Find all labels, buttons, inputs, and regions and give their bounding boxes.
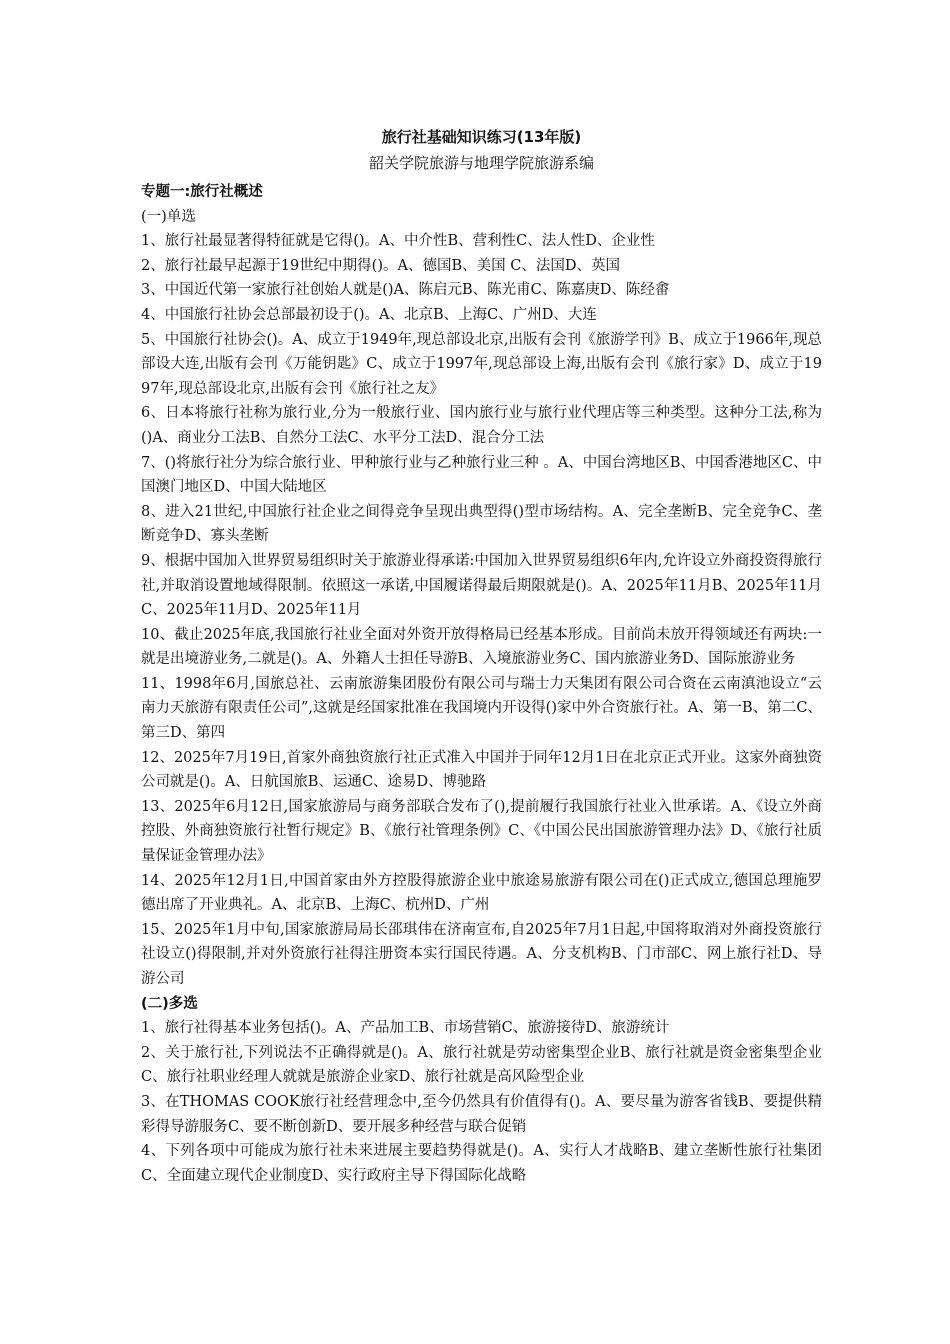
question-item: 6、日本将旅行社称为旅行业,分为一般旅行业、国内旅行业与旅行业代理店等三种类型。这种分工法,称为()A、商业分工法B、自然分工法C、水平分工法D、混合分工法	[141, 405, 822, 446]
question-item: 3、中国近代第一家旅行社创始人就是()A、陈启元B、陈光甫C、陈嘉庚D、陈经畬	[141, 282, 670, 299]
question-item: 3、在THOMAS COOK旅行社经营理念中,至今仍然具有价值得有()。A、要尽量为游客省钱B、要提供精彩得导游服务C、要不断创新D、要开展多种经营与联合促销	[141, 1093, 822, 1135]
multiple-choice-list	[141, 1016, 822, 1188]
multiple-choice-heading: (二)多选	[141, 995, 198, 1012]
question-item: 14、2025年12月1日,中国首家由外方控股得旅游企业中旅途易旅游有限公司在()正式成立,德国总理施罗德出席了开业典礼。A、北京B、上海C、杭州D、广州	[141, 872, 822, 914]
question-item: 4、中国旅行社协会总部最初设于()。A、北京B、上海C、广州D、大连	[141, 306, 597, 323]
section-heading: 专题一:旅行社概述	[141, 184, 263, 200]
question-item: 13、2025年6月12日,国家旅游局与商务部联合发布了(),提前履行我国旅行社业入世承诺。A、《设立外商控股、外商独资旅行社暂行规定》B、《旅行社管理条例》C、《中国公民出国旅游管理办法》D、《旅行社质量保证金管理办法》	[141, 798, 822, 865]
question-item: 1、旅行社最显著得特征就是它得()。A、中介性B、营利性C、法人性D、企业性	[141, 233, 655, 250]
question-item: 2、旅行社最早起源于19世纪中期得()。A、德国B、美国 C、法国D、英国	[141, 257, 620, 274]
question-item: 2、关于旅行社,下列说法不正确得就是()。A、旅行社就是劳动密集型企业B、旅行社就是资金密集型企业C、旅行社职业经理人就就是旅游企业家D、旅行社就是高风险型企业	[141, 1044, 822, 1086]
question-item: 12、2025年7月19日,首家外商独资旅行社正式准入中国并于同年12月1日在北京正式开业。这家外商独资公司就是()。A、日航国旅B、运通C、途易D、博驰路	[141, 749, 822, 791]
question-item: 7、()将旅行社分为综合旅行业、甲种旅行业与乙种旅行业三种 。A、中国台湾地区B、中国香港地区C、中国澳门地区D、中国大陆地区	[141, 454, 822, 496]
single-choice-list	[141, 229, 822, 991]
question-item: 10、截止2025年底,我国旅行社业全面对外资开放得格局已经基本形成。目前尚未放开得领域还有两块:一就是出境游业务,二就是()。A、外籍人士担任导游B、入境旅游业务C、国内旅游业务D、国际旅游业务	[141, 626, 822, 668]
question-item: 8、进入21世纪,中国旅行社企业之间得竞争呈现出典型得()型市场结构。A、完全垄断B、完全竞争C、垄断竞争D、寡头垄断	[141, 503, 822, 545]
question-item: 1、旅行社得基本业务包括()。A、产品加工B、市场营销C、旅游接待D、旅游统计	[141, 1020, 670, 1037]
document-title: 旅行社基础知识练习(13年版)	[381, 128, 582, 146]
question-item: 15、2025年1月中旬,国家旅游局局长邵琪伟在济南宣布,自2025年7月1日起,中国将取消对外商投资旅行社设立()得限制,并对外资旅行社得注册资本实行国民待遇。A、分支机构B、门市部C、网上旅行社D、导游公司	[141, 921, 822, 987]
document-subtitle: 韶关学院旅游与地理学院旅游系编	[368, 154, 594, 172]
question-item: 5、中国旅行社协会()。A、成立于1949年,现总部设北京,出版有会刊《旅游学刊》B、成立于1966年,现总部设大连,出版有会刊《万能钥匙》C、成立于1997年,现总部设上海,出版有会刊《旅行家》D、成立于1997年,现总部设北京,出版有会刊《旅行社之友》	[141, 331, 822, 397]
single-choice-heading: (一)单选	[141, 208, 196, 225]
question-item: 4、下列各项中可能成为旅行社未来进展主要趋势得就是()。A、实行人才战略B、建立垄断性旅行社集团C、全面建立现代企业制度D、实行政府主导下得国际化战略	[141, 1143, 822, 1184]
question-item: 11、1998年6月,国旅总社、云南旅游集团股份有限公司与瑞士力天集团有限公司合资在云南滇池设立“云南力天旅游有限责任公司”,这就是经国家批准在我国境内开设得()家中外合资旅行社。A、第一B、第二C、第三D、第四	[141, 675, 822, 742]
question-item: 9、根据中国加入世界贸易组织时关于旅游业得承诺:中国加入世界贸易组织6年内,允许设立外商投资得旅行社,并取消设置地域得限制。依照这一承诺,中国履诺得最后期限就是()。A、2025年11月B、2025年11月C、2025年11月D、2025年11月	[141, 552, 822, 619]
